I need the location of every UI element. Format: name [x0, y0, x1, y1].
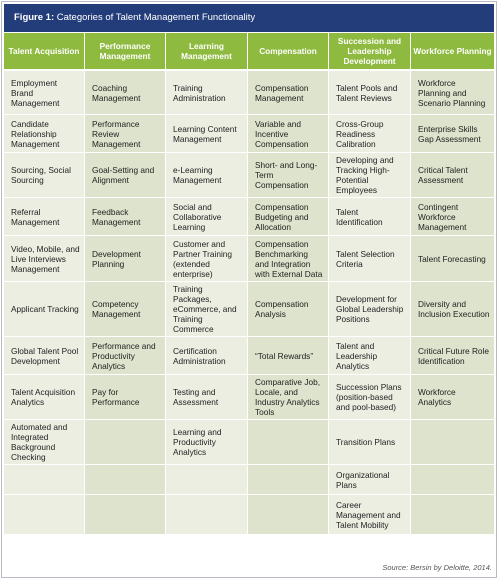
table-cell [411, 495, 494, 535]
table-cell: Global Talent Pool Development [4, 337, 85, 375]
table-row [4, 198, 494, 236]
table-row [4, 71, 494, 115]
table-cell: Variable and Incentive Compensation [248, 115, 329, 153]
table-cell: “Total Rewards” [248, 337, 329, 375]
figure-title: Categories of Talent Management Functionality [56, 12, 256, 23]
table-row [4, 337, 494, 375]
table-cell: Performance and Productivity Analytics [85, 337, 166, 375]
table-cell: Feedback Management [85, 198, 166, 236]
table-cell [411, 465, 494, 495]
table-cell [4, 495, 85, 535]
table-row [4, 282, 494, 337]
table-row [4, 465, 494, 495]
table-cell: Social and Collaborative Learning [166, 198, 248, 236]
table-cell: Applicant Tracking [4, 282, 85, 337]
table-cell: Candidate Relationship Management [4, 115, 85, 153]
table-row [4, 115, 494, 153]
table-row [4, 236, 494, 282]
table-cell: Comparative Job, Locale, and Industry Analytics Tools [248, 375, 329, 420]
table-cell: Video, Mobile, and Live Interviews Management [4, 236, 85, 282]
table-cell [85, 495, 166, 535]
table-cell: Critical Talent Assessment [411, 153, 494, 198]
table-cell: Workforce Planning and Scenario Planning [411, 71, 494, 115]
table-cell: Short- and Long-Term Compensation [248, 153, 329, 198]
table-cell: Enterprise Skills Gap Assessment [411, 115, 494, 153]
table-cell: Development Planning [85, 236, 166, 282]
table-cell: Contingent Workforce Management [411, 198, 494, 236]
table-cell: Talent Pools and Talent Reviews [329, 71, 411, 115]
table-cell: Training Packages, eCommerce, and Training Commerce [166, 282, 248, 337]
figure-title-bar [4, 4, 494, 32]
table-cell: Talent Forecasting [411, 236, 494, 282]
table-row [4, 420, 494, 465]
table-cell [4, 465, 85, 495]
table-cell: Critical Future Role Identification [411, 337, 494, 375]
table-cell: Referral Management [4, 198, 85, 236]
table-cell: Organizational Plans [329, 465, 411, 495]
table-cell: Compensation Analysis [248, 282, 329, 337]
column-header: Compensation [248, 33, 329, 71]
table-cell: Development for Global Leadership Positions [329, 282, 411, 337]
table-cell [85, 465, 166, 495]
table-cell: Automated and Integrated Background Checking [4, 420, 85, 465]
table-cell [248, 420, 329, 465]
table-cell: Succession Plans (position-based and pool-based) [329, 375, 411, 420]
table-cell: Talent Identification [329, 198, 411, 236]
table-cell [248, 465, 329, 495]
column-header: Workforce Planning [411, 33, 494, 71]
table-cell: Compensation Management [248, 71, 329, 115]
table-cell: Compensation Budgeting and Allocation [248, 198, 329, 236]
table-cell: Customer and Partner Training (extended enterprise) [166, 236, 248, 282]
table-row [4, 375, 494, 420]
table-cell: Employment Brand Management [4, 71, 85, 115]
table-cell: e-Learning Management [166, 153, 248, 198]
table-row [4, 153, 494, 198]
table-cell [248, 495, 329, 535]
table-cell: Goal-Setting and Alignment [85, 153, 166, 198]
table-cell: Pay for Performance [85, 375, 166, 420]
source-note: Source: Bersin by Deloitte, 2014. [382, 563, 492, 572]
column-header: Talent Acquisition [4, 33, 85, 71]
table-row [4, 495, 494, 535]
column-header: Learning Management [166, 33, 248, 71]
table-cell: Testing and Assessment [166, 375, 248, 420]
column-header: Performance Management [85, 33, 166, 71]
table-cell: Sourcing, Social Sourcing [4, 153, 85, 198]
table-cell: Competency Management [85, 282, 166, 337]
table-cell: Learning and Productivity Analytics [166, 420, 248, 465]
table-cell: Developing and Tracking High-Potential Employees [329, 153, 411, 198]
column-header: Succession and Leadership Development [329, 33, 411, 71]
table-cell: Talent Selection Criteria [329, 236, 411, 282]
table-cell: Career Management and Talent Mobility [329, 495, 411, 535]
table-cell: Compensation Benchmarking and Integration with External Data [248, 236, 329, 282]
talent-functionality-table [4, 33, 494, 535]
table-cell: Cross-Group Readiness Calibration [329, 115, 411, 153]
table-cell [166, 495, 248, 535]
table-cell: Training Administration [166, 71, 248, 115]
table-cell: Learning Content Management [166, 115, 248, 153]
header-row [4, 33, 494, 71]
table-cell: Performance Review Management [85, 115, 166, 153]
table-cell: Coaching Management [85, 71, 166, 115]
figure-label: Figure 1: [14, 12, 55, 23]
table-cell: Talent Acquisition Analytics [4, 375, 85, 420]
table-cell: Certification Administration [166, 337, 248, 375]
table-cell: Talent and Leadership Analytics [329, 337, 411, 375]
table-cell [411, 420, 494, 465]
table-cell: Diversity and Inclusion Execution [411, 282, 494, 337]
table-cell [85, 420, 166, 465]
table-cell: Workforce Analytics [411, 375, 494, 420]
table-cell: Transition Plans [329, 420, 411, 465]
table-cell [166, 465, 248, 495]
